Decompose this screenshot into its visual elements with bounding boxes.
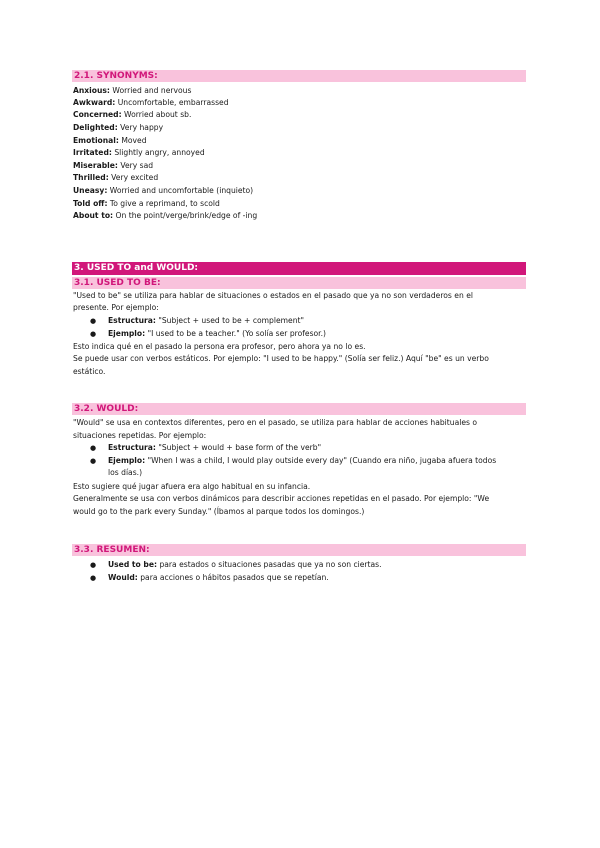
bullet-icon: ● xyxy=(90,444,97,452)
synonym-definition: Very excited xyxy=(108,173,159,182)
synonym-line xyxy=(73,198,220,210)
synonym-term: Emotional: xyxy=(73,136,119,145)
bullet-label: Would: xyxy=(108,573,138,582)
bullet-label: Ejemplo: xyxy=(108,329,146,338)
synonym-definition: Very sad xyxy=(117,161,154,170)
paragraph-line: "Would" se usa en contextos diferentes, pero en el pasado, se utiliza para hablar de acciones habituales o xyxy=(73,418,478,427)
paragraph-line: estático. xyxy=(73,367,106,376)
bullet-label: Estructura: xyxy=(108,443,156,452)
section-heading-would: 3.2. WOULD: xyxy=(74,404,139,414)
synonym-line xyxy=(73,122,163,134)
bullet-continuation: los días.) xyxy=(108,468,143,477)
bullet-icon: ● xyxy=(90,317,97,325)
synonym-definition: Worried about sb. xyxy=(121,110,192,119)
synonym-term: Miserable: xyxy=(73,161,118,170)
synonym-definition: Slightly angry, annoyed xyxy=(111,148,205,157)
bullet-icon: ● xyxy=(90,561,97,569)
bullet-text: "Subject + used to be + complement" xyxy=(155,316,304,325)
synonym-term: Concerned: xyxy=(73,110,122,119)
paragraph-line: Esto indica qué en el pasado la persona era profesor, pero ahora ya no lo es. xyxy=(73,342,366,351)
synonym-definition: Very happy xyxy=(117,123,164,132)
bullet-text: "Subject + would + base form of the verb" xyxy=(155,443,322,452)
bullet-label: Estructura: xyxy=(108,316,156,325)
paragraph-line: Esto sugiere qué jugar afuera era algo habitual en su infancia. xyxy=(73,482,311,491)
synonym-definition: Moved xyxy=(118,136,147,145)
bullet-label: Ejemplo: xyxy=(108,456,146,465)
synonym-term: Delighted: xyxy=(73,123,118,132)
bullet-text: "I used to be a teacher." (Yo solía ser profesor.) xyxy=(145,329,326,338)
synonym-line xyxy=(73,160,153,172)
paragraph-line: Se puede usar con verbos estáticos. Por ejemplo: "I used to be happy." (Solía ser feliz.) Aquí "be" es un verbo xyxy=(73,354,489,363)
section-heading-used-to-be: 3.1. USED TO BE: xyxy=(74,278,161,288)
synonym-definition: On the point/verge/brink/edge of -ing xyxy=(113,211,258,220)
bullet-item xyxy=(108,328,326,340)
section-heading-synonyms: 2.1. SYNONYMS: xyxy=(74,71,158,81)
synonym-definition: To give a reprimand, to scold xyxy=(107,199,220,208)
bullet-item xyxy=(108,442,321,454)
bullet-icon: ● xyxy=(90,330,97,338)
synonym-line xyxy=(73,135,147,147)
bullet-label: Used to be: xyxy=(108,560,158,569)
synonym-line xyxy=(73,97,229,109)
synonym-term: Uneasy: xyxy=(73,186,108,195)
synonym-line xyxy=(73,185,253,197)
bullet-item xyxy=(108,315,304,327)
bullet-item xyxy=(108,572,329,584)
synonym-term: Irritated: xyxy=(73,148,112,157)
bullet-text: para acciones o hábitos pasados que se repetían. xyxy=(137,573,329,582)
paragraph-line: would go to the park every Sunday." (Íbamos al parque todos los domingos.) xyxy=(73,507,365,516)
paragraph-line: presente. Por ejemplo: xyxy=(73,303,159,312)
synonym-definition: Worried and uncomfortable (inquieto) xyxy=(107,186,254,195)
section-heading-used-to-would: 3. USED TO and WOULD: xyxy=(74,263,199,273)
synonym-term: About to: xyxy=(73,211,114,220)
section-heading-bar xyxy=(72,403,526,415)
paragraph-line: "Used to be" se utiliza para hablar de situaciones o estados en el pasado que ya no son verdaderos en el xyxy=(73,291,473,300)
bullet-icon: ● xyxy=(90,457,97,465)
section-heading-resumen: 3.3. RESUMEN: xyxy=(74,545,150,555)
synonym-definition: Uncomfortable, embarrassed xyxy=(115,98,229,107)
synonym-line xyxy=(73,210,257,222)
synonym-term: Told off: xyxy=(73,199,108,208)
bullet-item xyxy=(108,559,382,571)
synonym-term: Awkward: xyxy=(73,98,116,107)
synonym-definition: Worried and nervous xyxy=(109,86,192,95)
bullet-text: para estados o situaciones pasadas que ya no son ciertas. xyxy=(157,560,382,569)
bullet-text: "When I was a child, I would play outside every day" (Cuando era niño, jugaba afuera todos xyxy=(145,456,497,465)
synonym-line xyxy=(73,147,205,159)
bullet-item xyxy=(108,455,496,467)
synonym-line xyxy=(73,172,158,184)
bullet-icon: ● xyxy=(90,574,97,582)
synonym-term: Thrilled: xyxy=(73,173,109,182)
paragraph-line: Generalmente se usa con verbos dinámicos para describir acciones repetidas en el pasado. Por ejemplo: "We xyxy=(73,494,490,503)
paragraph-line: situaciones repetidas. Por ejemplo: xyxy=(73,431,207,440)
synonym-term: Anxious: xyxy=(73,86,110,95)
synonym-line xyxy=(73,85,191,97)
synonym-line xyxy=(73,109,191,121)
